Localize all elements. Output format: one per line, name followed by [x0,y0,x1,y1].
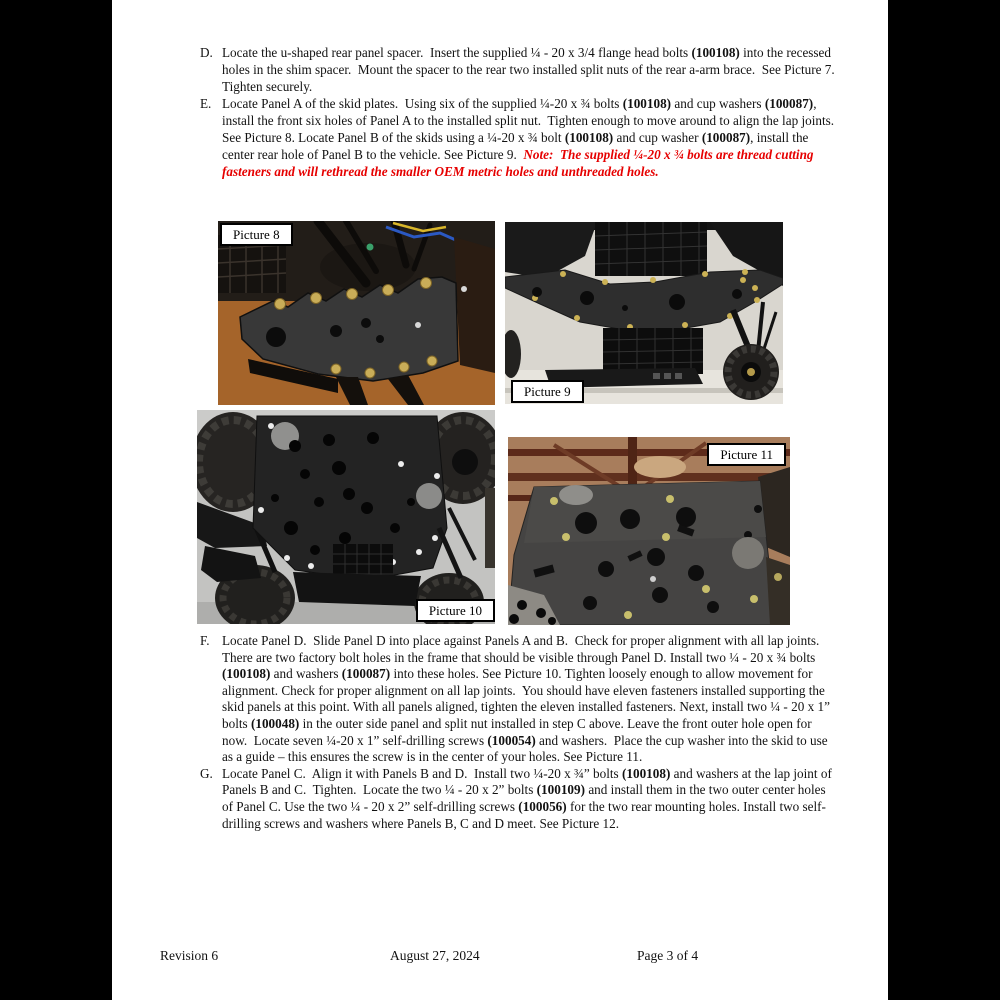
footer-date: August 27, 2024 [390,948,480,963]
picture-9-label: Picture 9 [511,380,584,403]
picture-8-label: Picture 8 [220,223,293,246]
item-text-e: Locate Panel A of the skid plates. Using six of the supplied ¼-20 x ¾ bolts (100108) and cup washers (100087), install the front six holes of Panel A to the installed split nut. Tighten enough to move around to align the lap joints. See Picture 8. Locate Panel B of the skids using a ¼-20 x ¾ bolt (100108) and cup washer (100087), install the center rear hole of Panel B to the vehicle. See Picture 9. Note: The supplied ¼-20 x ¾ bolts are thread cutting fasteners and will rethread the smaller OEM metric holes and unthreaded holes. [222,96,838,179]
picture-10-figure [197,410,495,624]
item-letter-e: E. [200,96,212,111]
picture-8-figure [218,221,495,405]
item-text-g: Locate Panel C. Align it with Panels B and D. Install two ¼-20 x ¾” bolts (100108) and washers at the lap joint of Panels B and C. Tighten. Locate the two ¼ - 20 x 2” bolts (100109) and install them in the two outer center holes of Panel C. Use the two ¼ - 20 x 2” self-drilling screws (100056) for the two rear mounting holes. Install two self-drilling screws and washers where Panels B, C and D meet. See Picture 12. [222,765,836,831]
red-note: Note: The supplied ¼-20 x ¾ bolts are thread cutting fasteners and will rethread the smaller OEM metric holes and unthreaded holes. [222,147,817,179]
picture-9-figure [505,222,783,404]
instruction-item-g [200,766,836,832]
instruction-item-f [200,633,836,766]
picture-10-label: Picture 10 [416,599,495,622]
picture-11-label: Picture 11 [707,443,786,466]
instructions-block-top [200,44,836,180]
footer-page-number: Page 3 of 4 [637,948,699,963]
instruction-item-d [200,44,836,95]
document-page [112,0,888,1000]
instruction-item-e [200,95,836,180]
item-text-d: Locate the u-shaped rear panel spacer. Insert the supplied ¼ - 20 x 3/4 flange head bolts (100108) into the recessed holes in the shim spacer. Mount the spacer to the rear two installed split nuts of the rear a-arm brace. See Picture 7. Tighten securely. [222,45,838,94]
item-text-f: Locate Panel D. Slide Panel D into place against Panels A and B. Check for proper alignment with all lap joints. There are two factory bolt holes in the frame that should be visible through Panel D. Install two ¼ - 20 x ¾ bolts (100108) and washers (100087) into these holes. See Picture 10. Tighten loosely enough to allow movement for alignment. Check for proper alignment on all lap joints. You should have eleven fasteners installed supporting the skid panels at this point. With all panels aligned, tighten the eleven installed fasteners. Next, install two ¼ - 20 x 1” bolts (100048) in the outer side panel and split nut installed in step C above. Leave the front outer hole open for now. Locate seven ¼-20 x 1” self-drilling screws (100054) and washers. Place the cup washer into the skid to use as a guide – this ensures the screw is in the center of your holes. See Picture 11. [222,633,834,765]
item-letter-g: G. [200,765,213,781]
footer-revision: Revision 6 [160,948,219,963]
picture-8-photo [218,221,495,405]
picture-11-figure [508,437,790,625]
picture-9-photo [505,222,783,404]
item-letter-f: F. [200,633,210,648]
picture-10-photo [197,410,495,624]
instructions-block-bottom [200,633,836,832]
item-letter-d: D. [200,45,213,60]
